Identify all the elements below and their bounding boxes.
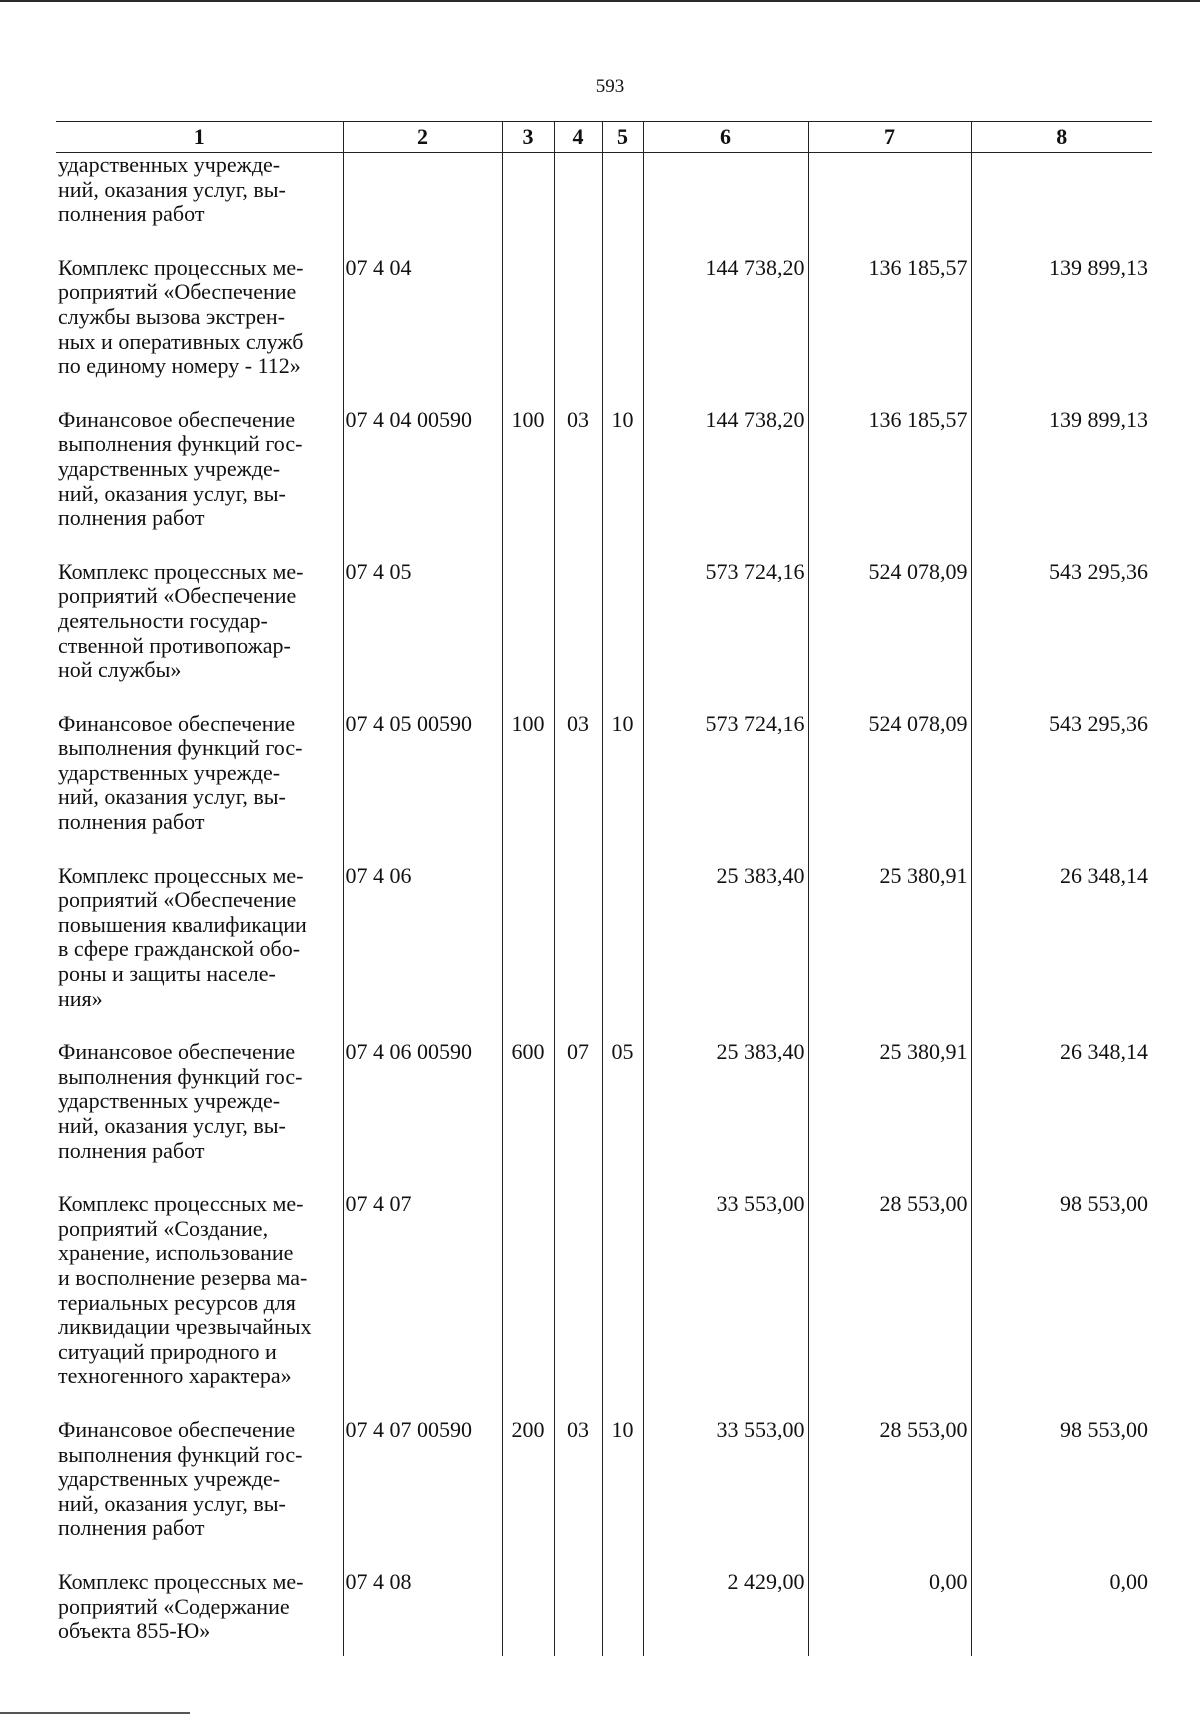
row-col3-cell: 100 — [502, 712, 554, 864]
row-code-cell — [343, 153, 502, 256]
row-amount-col8-cell: 98 553,00 — [971, 1418, 1152, 1570]
row-col4-cell — [554, 256, 602, 408]
row-amount-col7-cell: 524 078,09 — [808, 712, 971, 864]
row-amount-col8-cell: 543 295,36 — [971, 712, 1152, 864]
row-amount-col6-cell: 573 724,16 — [643, 560, 808, 712]
table-row — [56, 153, 1152, 256]
row-col5-cell: 05 — [602, 1040, 643, 1192]
top-border-line — [0, 0, 1200, 2]
row-amount-col6-cell: 25 383,40 — [643, 864, 808, 1041]
row-col3-cell — [502, 864, 554, 1041]
row-name-cell: Финансовое обеспечение выполнения функций гос- ударственных учрежде- ний, оказания услуг, вы- полнения работ — [56, 712, 343, 864]
row-name-cell: Финансовое обеспечение выполнения функций гос- ударственных учрежде- ний, оказания услуг, вы- полнения работ — [56, 408, 343, 560]
col-header-1: 1 — [56, 122, 343, 153]
row-amount-col6-cell — [643, 153, 808, 256]
row-col3-cell — [502, 256, 554, 408]
row-name-cell: Финансовое обеспечение выполнения функций гос- ударственных учрежде- ний, оказания услуг, вы- полнения работ — [56, 1040, 343, 1192]
row-col5-cell: 10 — [602, 712, 643, 864]
row-code-cell: 07 4 07 00590 — [343, 1418, 502, 1570]
row-col4-cell: 07 — [554, 1040, 602, 1192]
row-col5-cell: 10 — [602, 408, 643, 560]
row-col5-cell — [602, 1570, 643, 1656]
header-row — [56, 122, 1152, 153]
bottom-edge-mark — [0, 1712, 190, 1714]
row-amount-col7-cell: 25 380,91 — [808, 864, 971, 1041]
row-amount-col8-cell: 139 899,13 — [971, 408, 1152, 560]
row-amount-col6-cell: 144 738,20 — [643, 256, 808, 408]
col-header-3: 3 — [502, 122, 554, 153]
row-amount-col7-cell: 0,00 — [808, 1570, 971, 1656]
row-amount-col8-cell: 139 899,13 — [971, 256, 1152, 408]
row-code-cell: 07 4 04 00590 — [343, 408, 502, 560]
row-amount-col7-cell: 136 185,57 — [808, 408, 971, 560]
row-name-cell: Финансовое обеспечение выполнения функций гос- ударственных учрежде- ний, оказания услуг, вы- полнения работ — [56, 1418, 343, 1570]
row-amount-col6-cell: 25 383,40 — [643, 1040, 808, 1192]
row-col5-cell — [602, 256, 643, 408]
table-row — [56, 256, 1152, 408]
table-row — [56, 408, 1152, 560]
col-header-8: 8 — [971, 122, 1152, 153]
page-number: 593 — [595, 76, 625, 97]
row-code-cell: 07 4 06 00590 — [343, 1040, 502, 1192]
table-row — [56, 712, 1152, 864]
row-col4-cell — [554, 1570, 602, 1656]
row-code-cell: 07 4 05 — [343, 560, 502, 712]
table-body — [56, 153, 1152, 1656]
table-row — [56, 1040, 1152, 1192]
row-code-cell: 07 4 07 — [343, 1192, 502, 1418]
row-col3-cell — [502, 1570, 554, 1656]
row-col4-cell — [554, 153, 602, 256]
row-name-cell: Комплекс процессных ме- роприятий «Обеспечение службы вызова экстрен- ных и оперативных служб по единому номеру - 112» — [56, 256, 343, 408]
row-amount-col6-cell: 33 553,00 — [643, 1192, 808, 1418]
row-amount-col6-cell: 573 724,16 — [643, 712, 808, 864]
col-header-7: 7 — [808, 122, 971, 153]
row-amount-col8-cell — [971, 153, 1152, 256]
row-name-cell: Комплекс процессных ме- роприятий «Создание, хранение, использование и восполнение резерва ма- териальных ресурсов для ликвидации чрезвычайных ситуаций природного и техногенного характера» — [56, 1192, 343, 1418]
row-amount-col7-cell: 524 078,09 — [808, 560, 971, 712]
row-col3-cell: 100 — [502, 408, 554, 560]
row-col5-cell: 10 — [602, 1418, 643, 1570]
row-amount-col7-cell — [808, 153, 971, 256]
row-amount-col8-cell: 0,00 — [971, 1570, 1152, 1656]
row-code-cell: 07 4 04 — [343, 256, 502, 408]
row-col4-cell: 03 — [554, 1418, 602, 1570]
row-col3-cell — [502, 153, 554, 256]
row-code-cell: 07 4 08 — [343, 1570, 502, 1656]
row-col5-cell — [602, 1192, 643, 1418]
row-col4-cell: 03 — [554, 712, 602, 864]
row-col4-cell: 03 — [554, 408, 602, 560]
row-col3-cell — [502, 1192, 554, 1418]
col-header-4: 4 — [554, 122, 602, 153]
col-header-5: 5 — [602, 122, 643, 153]
row-code-cell: 07 4 05 00590 — [343, 712, 502, 864]
row-name-cell: Комплекс процессных ме- роприятий «Содержание объекта 855-Ю» — [56, 1570, 343, 1656]
row-amount-col7-cell: 136 185,57 — [808, 256, 971, 408]
row-amount-col8-cell: 26 348,14 — [971, 1040, 1152, 1192]
row-amount-col8-cell: 543 295,36 — [971, 560, 1152, 712]
row-col4-cell — [554, 864, 602, 1041]
row-name-cell: Комплекс процессных ме- роприятий «Обеспечение повышения квалификации в сфере гражданской обо- роны и защиты населе- ния» — [56, 864, 343, 1041]
col-header-2: 2 — [343, 122, 502, 153]
table-row — [56, 1418, 1152, 1570]
row-amount-col6-cell: 144 738,20 — [643, 408, 808, 560]
row-col3-cell — [502, 560, 554, 712]
row-amount-col7-cell: 25 380,91 — [808, 1040, 971, 1192]
row-amount-col7-cell: 28 553,00 — [808, 1192, 971, 1418]
table-row — [56, 864, 1152, 1041]
row-code-cell: 07 4 06 — [343, 864, 502, 1041]
table-row — [56, 1192, 1152, 1418]
row-col4-cell — [554, 1192, 602, 1418]
row-amount-col7-cell: 28 553,00 — [808, 1418, 971, 1570]
row-amount-col8-cell: 26 348,14 — [971, 864, 1152, 1041]
row-col5-cell — [602, 560, 643, 712]
row-col3-cell: 200 — [502, 1418, 554, 1570]
row-name-cell: ударственных учрежде- ний, оказания услуг, вы- полнения работ — [56, 153, 343, 256]
row-col4-cell — [554, 560, 602, 712]
row-name-cell: Комплекс процессных ме- роприятий «Обеспечение деятельности государ- ственной противопожар- ной службы» — [56, 560, 343, 712]
row-amount-col6-cell: 2 429,00 — [643, 1570, 808, 1656]
budget-table — [56, 121, 1152, 1656]
row-col3-cell: 600 — [502, 1040, 554, 1192]
row-col5-cell — [602, 153, 643, 256]
row-amount-col8-cell: 98 553,00 — [971, 1192, 1152, 1418]
table-row — [56, 560, 1152, 712]
col-header-6: 6 — [643, 122, 808, 153]
row-col5-cell — [602, 864, 643, 1041]
row-amount-col6-cell: 33 553,00 — [643, 1418, 808, 1570]
table-row — [56, 1570, 1152, 1656]
